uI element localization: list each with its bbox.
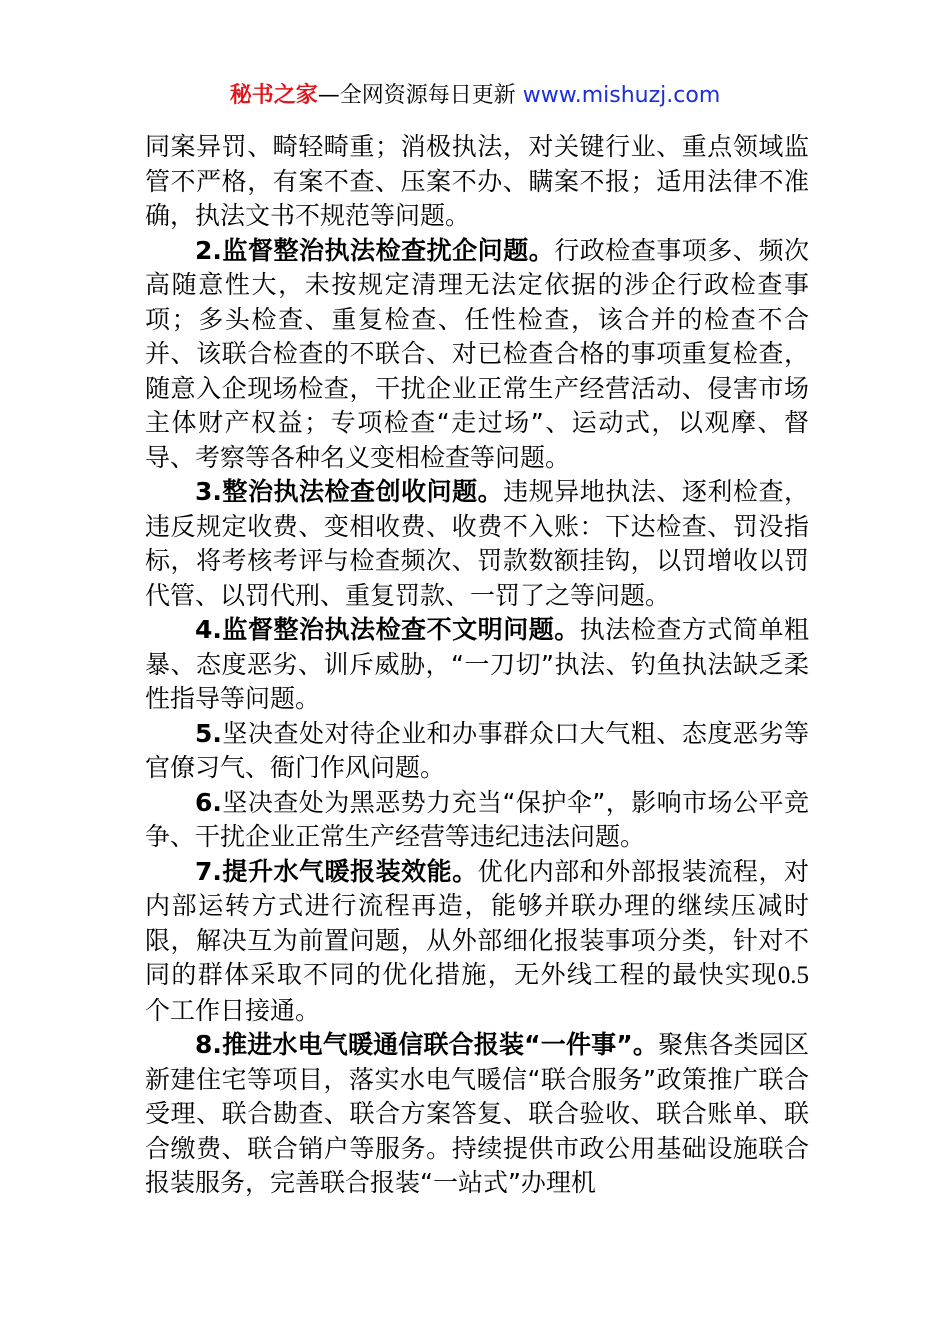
paragraph-text: 聚焦各类园区新建住宅等项目，落实水电气暖信“联合服务”政策推广联合受理、联合勘查、联合方案答复、联合验收、联合账单、联合缴费、联合销户等服务。持续提供市政公用基础设施联合报装服务，完善联合报装“一站式”办理机 [145,1030,809,1197]
paragraph-item-8 [145,1028,809,1201]
paragraph-text: 违规异地执法、逐利检查，违反规定收费、变相收费、收费不入账：下达检查、罚没指标，将考核考评与检查频次、罚款数额挂钩，以罚增收以罚代管、以罚代刑、重复罚款、一罚了之等问题。 [145,477,809,610]
paragraph-text: 坚决查处对待企业和办事群众口大气粗、态度恶劣等官僚习气、衙门作风问题。 [145,718,809,782]
paragraph-text: 执法检查方式简单粗暴、态度恶劣、训斥威胁，“一刀切”执法、钓鱼执法缺乏柔性指导等问题。 [145,615,809,713]
item-number: 5. [195,718,222,748]
paragraph-text: 行政检查事项多、频次高随意性大，未按规定清理无法定依据的涉企行政检查事项；多头检查、重复检查、任性检查，该合并的检查不合并、该联合检查的不联合、对已检查合格的事项重复检查，随意入企现场检查，干扰企业正常生产经营活动、侵害市场主体财产权益；专项检查“走过场”、运动式，以观摩、督导、考察等各种名义变相检查等问题。 [145,235,809,472]
watermark-header [0,80,950,112]
document-body [145,130,809,1201]
paragraph-item-4 [145,613,809,717]
paragraph-item-6 [145,786,809,855]
paragraph-text-end: 个工作日接通。 [145,995,321,1025]
paragraph-item-5 [145,717,809,786]
paragraph-item-2 [145,234,809,476]
paragraph-text: 坚决查处为黑恶势力充当“保护伞”，影响市场公平竞争、干扰企业正常生产经营等违纪违法问题。 [145,787,809,851]
item-title: 3.整治执法检查创收问题。 [195,477,504,506]
site-url-link[interactable]: www.mishuzj.com [522,83,721,108]
item-number: 6. [195,787,222,817]
item-title: 7.提升水气暖报装效能。 [195,856,478,886]
brand-name: 秘书之家 [229,83,318,108]
paragraph-text: 优化内部和外部报装流程，对内部运转方式进行流程再造，能够并联办理的继续压减时限，解决互为前置问题，从外部细化报装事项分类，针对不同的群体采取不同的优化措施，无外线工程的最快实现 [145,856,809,989]
item-title: 8.推进水电气暖通信联合报装“一件事”。 [195,1030,659,1059]
item-title: 2.监督整治执法检查扰企问题。 [195,235,555,265]
header-tagline: —全网资源每日更新 [317,83,516,108]
paragraph-item-3 [145,475,809,613]
paragraph-continued [145,130,809,234]
paragraph-text: 同案异罚、畸轻畸重；消极执法，对关键行业、重点领域监管不严格，有案不查、压案不办、瞒案不报；适用法律不准确，执法文书不规范等问题。 [145,132,809,230]
paragraph-number: 0.5 [777,962,809,989]
item-title: 4.监督整治执法检查不文明问题。 [195,615,580,644]
paragraph-item-7 [145,855,809,1029]
